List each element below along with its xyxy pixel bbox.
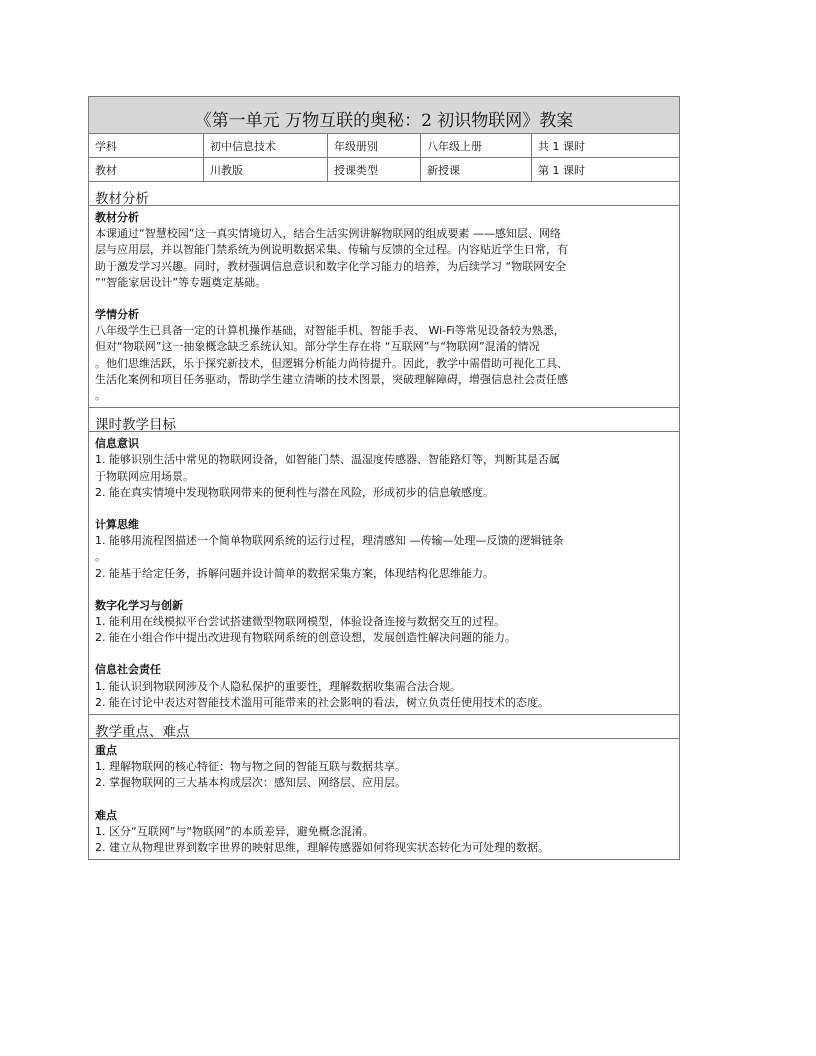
section-heading-key-points: 教学重点、难点 [89,715,679,739]
info-value-lesson-type: 新授课 [421,158,532,181]
subheading-digital-learning: 数字化学习与创新 [95,598,183,612]
lesson-plan-table [88,96,680,860]
list-item: 1. 理解物联网的核心特征：物与物之间的智能互联与数据共享。 [95,760,406,774]
info-value-textbook: 川教版 [204,158,328,181]
info-value-grade: 八年级上册 [421,134,532,157]
info-row-1 [89,134,679,158]
paragraph-line: 八年级学生已具备一定的计算机操作基础，对智能手机、智能手表、 Wi-Fi等常见设备较为熟悉， [95,324,565,338]
list-item: 2. 能在讨论中表达对智能技术滥用可能带来的社会影响的看法，树立负责任使用技术的态度。 [95,695,549,709]
subheading-info-awareness: 信息意识 [95,437,139,451]
list-item: 2. 掌握物联网的三大基本构成层次：感知层、网络层、应用层。 [95,776,406,790]
subheading-computational-thinking: 计算思维 [95,518,139,532]
paragraph-line: 但对“物联网”这一抽象概念缺乏系统认知。部分学生存在将 “互联网”与“物联网”混淆的情况 [95,340,540,354]
info-label-textbook: 教材 [89,158,204,181]
list-item: 于物联网应用场景。 [95,469,194,483]
paragraph-line: 生活化案例和项目任务驱动，帮助学生建立清晰的技术图景，突破理解障碍，增强信息社会责任感 [95,372,568,386]
list-item: 2. 能在小组合作中提出改进现有物联网系统的创意设想，发展创造性解决问题的能力。 [95,631,516,645]
info-value-subject: 初中信息技术 [204,134,328,157]
paragraph-line: 层与应用层，并以智能门禁系统为例说明数据采集、传输与反馈的全过程。内容贴近学生日常，有 [95,243,568,257]
section-body-objectives [89,432,679,715]
paragraph-line: 。 [95,389,106,403]
list-item: 2. 能基于给定任务，拆解问题并设计简单的数据采集方案，体现结构化思维能力。 [95,566,494,580]
subheading-social-responsibility: 信息社会责任 [95,663,161,677]
list-item: 1. 区分“互联网”与“物联网”的本质差异，避免概念混淆。 [95,824,374,838]
list-item: 。 [95,550,106,564]
subheading-textbook-analysis: 教材分析 [95,211,139,224]
document-title: 《第一单元 万物互联的奥秘：2 初识物联网》教案 [89,97,679,134]
info-value-period: 第 1 课时 [538,164,585,177]
list-item: 1. 能利用在线模拟平台尝试搭建微型物联网模型，体验设备连接与数据交互的过程。 [95,615,505,629]
info-label-subject: 学科 [89,134,204,157]
list-item: 1. 能认识到物联网涉及个人隐私保护的重要性，理解数据收集需合法合规。 [95,679,461,693]
list-item: 2. 能在真实情境中发现物联网带来的便利性与潜在风险，形成初步的信息敏感度。 [95,485,494,499]
info-value-total-periods: 共 1 课时 [538,140,585,153]
section-body-analysis [89,206,679,408]
info-label-grade: 年级册别 [328,134,421,157]
section-body-key-points [89,739,679,859]
section-heading-objectives: 课时教学目标 [89,408,679,432]
list-item: 2. 建立从物理世界到数字世界的映射思维，理解传感器如何将现实状态转化为可处理的数据。 [95,841,549,855]
paragraph-line: 助于激发学习兴趣。同时，教材强调信息意识和数字化学习能力的培养，为后续学习 “物联网安全 [95,259,567,273]
subheading-key-points: 重点 [95,744,117,758]
paragraph-line: 。他们思维活跃，乐于探究新技术，但逻辑分析能力尚待提升。因此，教学中需借助可视化工具、 [95,356,568,370]
info-row-2 [89,158,679,182]
list-item: 1. 能够识别生活中常见的物联网设备，如智能门禁、温湿度传感器、智能路灯等，判断其是否属 [95,453,560,467]
info-label-lesson-type: 授课类型 [328,158,421,181]
list-item: 1. 能够用流程图描述一个简单物联网系统的运行过程，理清感知 —传输—处理—反馈的逻辑链条 [95,534,564,548]
subheading-student-analysis: 学情分析 [95,308,139,322]
paragraph-line: ”“智能家居设计”等专题奠定基础。 [95,275,267,289]
subheading-difficulties: 难点 [95,808,117,822]
paragraph-line: 本课通过“智慧校园”这一真实情境切入，结合生活实例讲解物联网的组成要素 ——感知层、网络 [95,227,561,241]
section-heading-analysis: 教材分析 [89,182,679,206]
